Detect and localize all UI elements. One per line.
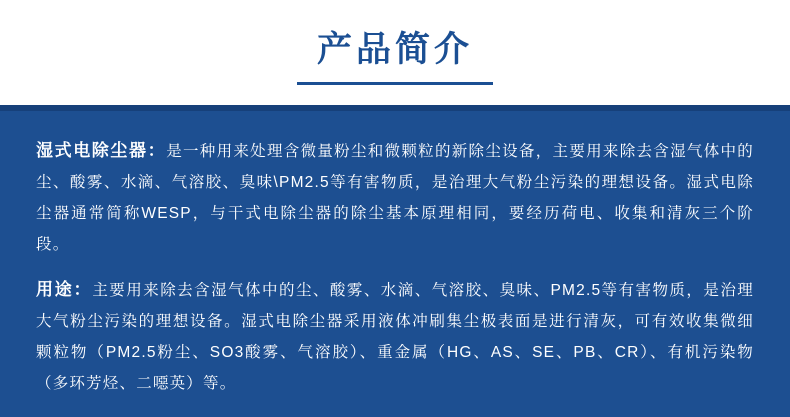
paragraph-body-text: 主要用来除去含湿气体中的尘、酸雾、水滴、气溶胶、臭味、PM2.5等有害物质，是治理大气粉尘污染的理想设备。湿式电除尘器采用液体冲刷集尘极表面是进行清灰，可有效收集微细颗粒物（PM2.5粉尘、SO3酸雾、气溶胶）、重金属（HG、AS、SE、PB、CR）、有机污染物（多环芳烃、二噁英）等。 (36, 282, 755, 392)
description-panel (0, 105, 790, 417)
paragraph-body-text: 是一种用来处理含微量粉尘和微颗粒的新除尘设备，主要用来除去含湿气体中的尘、酸雾、水滴、气溶胶、臭味\PM2.5等有害物质，是治理大气粉尘污染的理想设备。湿式电除尘器通常简称WESP，与干式电除尘器的除尘基本原理相同，要经历荷电、收集和清灰三个阶段。 (36, 143, 754, 253)
page-header (0, 0, 790, 105)
paragraph-lead-label: 湿式电除尘器： (36, 141, 167, 160)
title-underline (297, 82, 493, 85)
paragraph-usage (36, 274, 754, 399)
paragraph-wet-esp (36, 135, 754, 260)
paragraph-lead-label: 用途： (36, 280, 93, 299)
page-title: 产品简介 (316, 30, 473, 69)
